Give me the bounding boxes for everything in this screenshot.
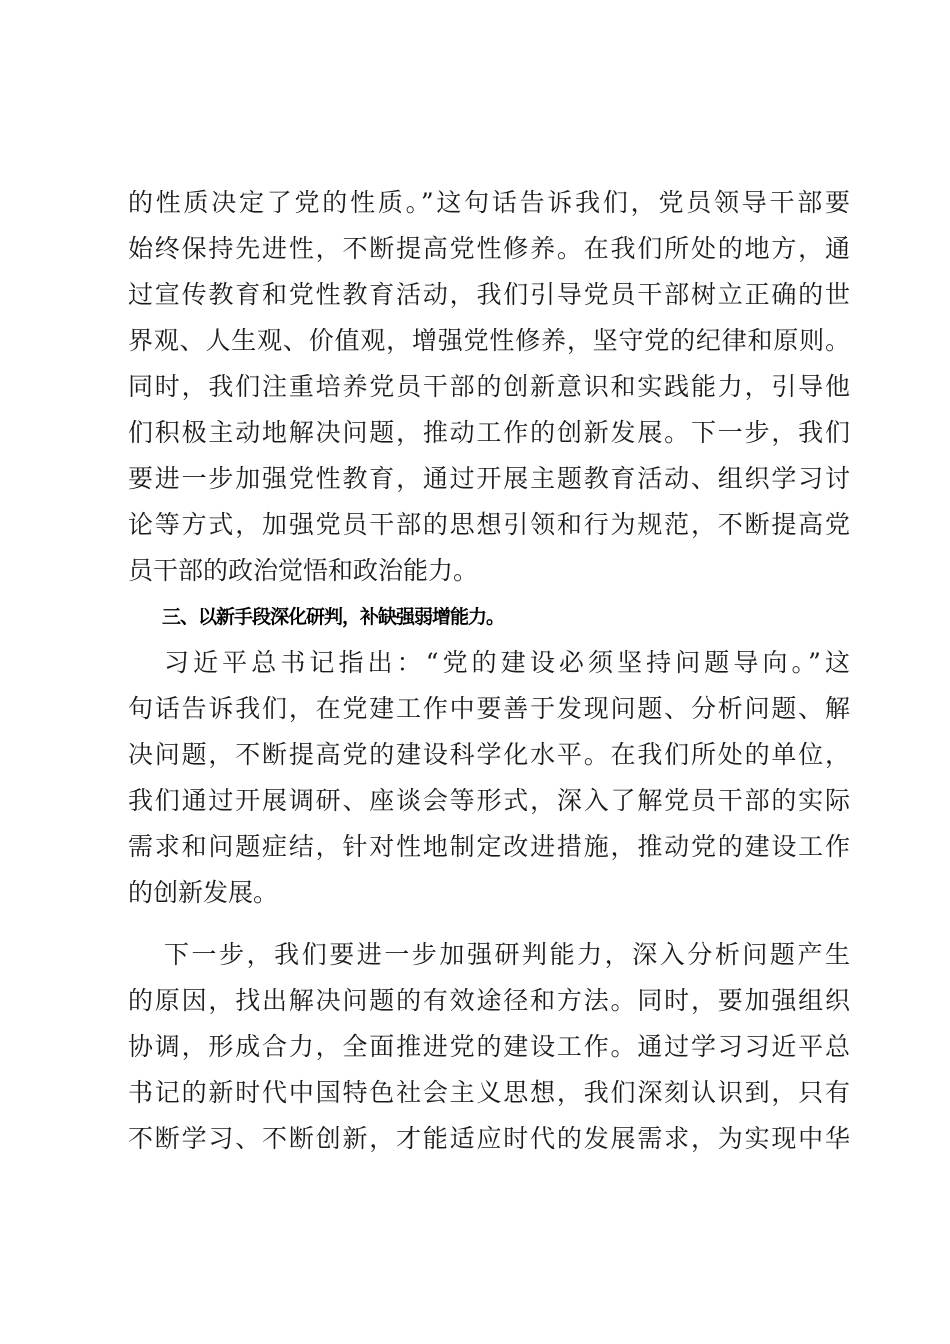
text-line: 习近平总书记指出：“党的建设必须坚持问题导向。”这: [164, 648, 850, 677]
text-line: 的原因，找出解决问题的有效途径和方法。同时，要加强组织: [128, 986, 850, 1015]
document-page: [128, 180, 850, 1162]
text-line: 论等方式，加强党员干部的思想引领和行为规范，不断提高党: [128, 510, 850, 539]
paragraph-gap: [128, 916, 850, 932]
text-line: 下一步，我们要进一步加强研判能力，深入分析问题产生: [164, 940, 850, 969]
text-line: 书记的新时代中国特色社会主义思想，我们深刻认识到，只有: [128, 1078, 850, 1107]
paragraph-next-steps: [128, 932, 850, 1162]
paragraph-problem-orientation: [128, 640, 850, 916]
text-line: 需求和问题症结，针对性地制定改进措施，推动党的建设工作: [128, 832, 850, 861]
section-heading: 三、以新手段深化研判，补缺强弱增能力。: [162, 606, 505, 628]
text-line: 句话告诉我们，在党建工作中要善于发现问题、分析问题、解: [128, 694, 850, 723]
paragraph-party-nature: [128, 180, 850, 594]
text-line: 协调，形成合力，全面推进党的建设工作。通过学习习近平总: [128, 1032, 850, 1061]
text-line: 们积极主动地解决问题，推动工作的创新发展。下一步，我们: [128, 418, 850, 447]
text-line: 要进一步加强党性教育，通过开展主题教育活动、组织学习讨: [128, 464, 850, 493]
text-line: 员干部的政治觉悟和政治能力。: [128, 556, 479, 585]
text-line: 的性质决定了党的性质。”这句话告诉我们，党员领导干部要: [128, 188, 850, 217]
text-line: 过宣传教育和党性教育活动，我们引导党员干部树立正确的世: [128, 280, 850, 309]
text-line: 同时，我们注重培养党员干部的创新意识和实践能力，引导他: [128, 372, 850, 401]
text-line: 决问题，不断提高党的建设科学化水平。在我们所处的单位，: [128, 740, 850, 769]
text-line: 我们通过开展调研、座谈会等形式，深入了解党员干部的实际: [128, 786, 850, 815]
text-line: 界观、人生观、价值观，增强党性修养，坚守党的纪律和原则。: [128, 326, 850, 355]
text-line: 不断学习、不断创新，才能适应时代的发展需求，为实现中华: [128, 1124, 850, 1153]
text-line: 始终保持先进性，不断提高党性修养。在我们所处的地方，通: [128, 234, 850, 263]
text-line: 的创新发展。: [128, 878, 279, 907]
